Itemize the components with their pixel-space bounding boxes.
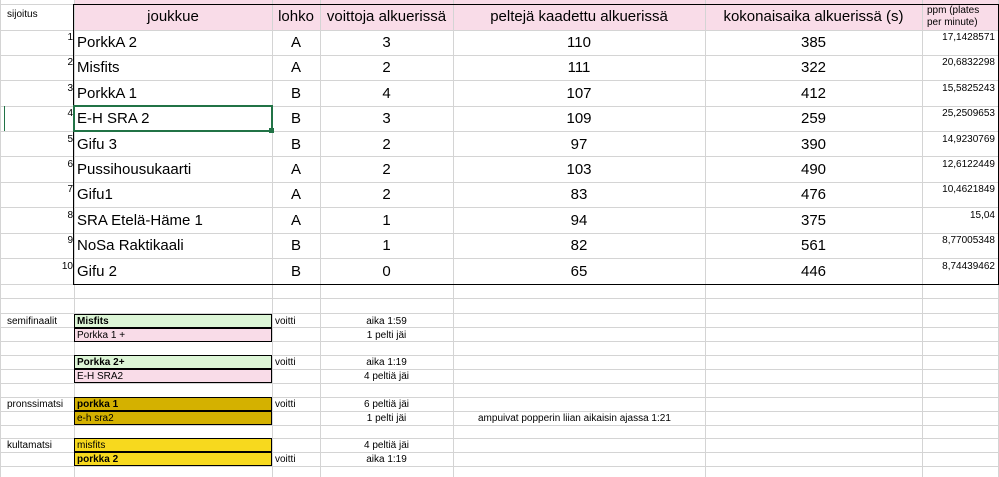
team-cell[interactable]: PorkkA 1 — [77, 85, 138, 102]
bronze-team1: porkka 1 — [77, 398, 119, 410]
division-cell[interactable]: A — [290, 161, 301, 178]
ppm-cell[interactable]: 15,04 — [969, 209, 995, 221]
division-cell[interactable]: A — [290, 59, 301, 76]
division-cell[interactable]: A — [290, 186, 301, 203]
team-cell[interactable]: Gifu 3 — [77, 136, 118, 153]
time-cell[interactable]: 322 — [800, 59, 827, 76]
plates-cell[interactable]: 103 — [566, 161, 592, 178]
team-cell[interactable]: SRA Etelä-Häme 1 — [77, 212, 203, 229]
wins-cell[interactable]: 3 — [382, 110, 391, 127]
plates-cell[interactable]: 82 — [570, 237, 588, 254]
plates-cell[interactable]: 111 — [567, 59, 591, 76]
ppm-cell[interactable]: 14,9230769 — [942, 133, 995, 145]
time-cell[interactable]: 490 — [800, 161, 827, 178]
ppm-cell[interactable]: 17,1428571 — [942, 31, 995, 43]
division-cell[interactable]: B — [290, 263, 301, 280]
rank-cell[interactable]: 1 — [67, 31, 73, 43]
time-cell[interactable]: 259 — [800, 110, 827, 127]
wins-cell[interactable]: 2 — [382, 186, 391, 203]
ppm-cell[interactable]: 10,4621849 — [942, 183, 995, 195]
rank-cell[interactable]: 4 — [67, 107, 73, 119]
grid-row-line — [0, 466, 999, 467]
division-cell[interactable]: A — [290, 212, 301, 229]
wins-cell[interactable]: 0 — [382, 263, 391, 280]
plates-cell[interactable]: 110 — [567, 34, 591, 51]
plates-cell[interactable]: 97 — [570, 136, 588, 153]
wins-cell[interactable]: 2 — [382, 59, 391, 76]
semi2-team2: E-H SRA2 — [77, 370, 124, 382]
ppm-cell[interactable]: 8,77005348 — [942, 234, 995, 246]
division-cell[interactable]: B — [290, 136, 301, 153]
selection-handle[interactable] — [269, 128, 274, 133]
header-rank: sijoitus — [7, 8, 38, 20]
division-cell[interactable]: B — [290, 110, 301, 127]
header-ppm-line1: ppm (plates — [927, 4, 980, 16]
semi2-result1: voitti — [275, 356, 296, 368]
ppm-cell[interactable]: 25,2509653 — [942, 107, 995, 119]
plates-cell[interactable]: 94 — [570, 212, 588, 229]
ppm-cell[interactable]: 8,74439462 — [942, 260, 995, 272]
header-ppm-line2: per minute) — [927, 16, 978, 28]
team-cell[interactable]: NoSa Raktikaali — [77, 237, 184, 254]
wins-cell[interactable]: 1 — [382, 237, 391, 254]
bronze-note: ampuivat popperin liian aikaisin ajassa 1:21 — [478, 412, 671, 424]
semi2-time2: 4 peltiä jäi — [363, 370, 410, 382]
header-division: lohko — [278, 7, 314, 25]
rank-cell[interactable]: 2 — [67, 56, 73, 68]
bronze-time1: 6 peltiä jäi — [363, 398, 410, 410]
header-team: joukkue — [147, 7, 199, 25]
semi1-time1: aika 1:59 — [366, 315, 407, 327]
wins-cell[interactable]: 4 — [382, 85, 391, 102]
team-cell[interactable]: Gifu 2 — [77, 263, 118, 280]
time-cell[interactable]: 412 — [800, 85, 827, 102]
header-time: kokonaisaika alkuerissä (s) — [723, 7, 904, 25]
gold-time1: 4 peltiä jäi — [363, 439, 410, 451]
semi-label: semifinaalit — [7, 315, 58, 327]
team-cell[interactable]: Gifu1 — [77, 186, 113, 203]
bronze-result1: voitti — [275, 398, 296, 410]
gold-time2: aika 1:19 — [366, 453, 407, 465]
plates-cell[interactable]: 65 — [570, 263, 588, 280]
rank-cell[interactable]: 6 — [67, 158, 73, 170]
grid-row-line — [0, 383, 999, 384]
time-cell[interactable]: 446 — [800, 263, 827, 280]
bronze-time2: 1 pelti jäi — [366, 412, 407, 424]
time-cell[interactable]: 375 — [800, 212, 827, 229]
gold-team1: misfits — [77, 439, 106, 451]
rank-cell[interactable]: 9 — [67, 234, 73, 246]
header-plates: peltejä kaadettu alkuerissä — [490, 7, 668, 25]
wins-cell[interactable]: 1 — [382, 212, 391, 229]
ppm-cell[interactable]: 12,6122449 — [942, 158, 995, 170]
ppm-cell[interactable]: 20,6832298 — [942, 56, 995, 68]
semi2-team1: Porkka 2+ — [77, 356, 125, 368]
semi1-team1: Misfits — [77, 315, 109, 327]
rank-cell[interactable]: 3 — [67, 82, 73, 94]
bronze-label: pronssimatsi — [7, 398, 64, 410]
row-indicator — [4, 106, 5, 131]
division-cell[interactable]: B — [290, 237, 301, 254]
grid-row-line — [0, 298, 999, 299]
ppm-cell[interactable]: 15,5825243 — [942, 82, 995, 94]
gold-team2: porkka 2 — [77, 453, 119, 465]
team-cell[interactable]: PorkkA 2 — [77, 34, 138, 51]
plates-cell[interactable]: 83 — [570, 186, 588, 203]
wins-cell[interactable]: 2 — [382, 161, 391, 178]
time-cell[interactable]: 390 — [800, 136, 827, 153]
plates-cell[interactable]: 107 — [566, 85, 592, 102]
division-cell[interactable]: A — [290, 34, 301, 51]
team-cell[interactable]: Misfits — [77, 59, 120, 76]
rank-cell[interactable]: 10 — [61, 260, 73, 272]
team-cell[interactable]: Pussihousukaarti — [77, 161, 192, 178]
header-wins: voittoja alkuerissä — [326, 7, 447, 25]
rank-cell[interactable]: 8 — [67, 209, 73, 221]
bronze-team2: e-h sra2 — [77, 412, 114, 424]
time-cell[interactable]: 476 — [800, 186, 827, 203]
semi2-time1: aika 1:19 — [366, 356, 407, 368]
division-cell[interactable]: B — [290, 85, 301, 102]
team-cell[interactable]: E-H SRA 2 — [77, 110, 150, 127]
semi1-time2: 1 pelti jäi — [366, 329, 407, 341]
semi1-result1: voitti — [275, 315, 296, 327]
time-cell[interactable]: 561 — [800, 237, 827, 254]
wins-cell[interactable]: 3 — [382, 34, 391, 51]
rank-cell[interactable]: 5 — [67, 133, 73, 145]
grid-row-line — [0, 425, 999, 426]
time-cell[interactable]: 385 — [800, 34, 827, 51]
plates-cell[interactable]: 109 — [566, 110, 592, 127]
wins-cell[interactable]: 2 — [382, 136, 391, 153]
rank-cell[interactable]: 7 — [67, 183, 73, 195]
gold-result2: voitti — [275, 453, 296, 465]
gold-label: kultamatsi — [7, 439, 53, 451]
semi1-team2: Porkka 1 + — [77, 329, 126, 341]
selected-cell[interactable] — [73, 105, 273, 132]
